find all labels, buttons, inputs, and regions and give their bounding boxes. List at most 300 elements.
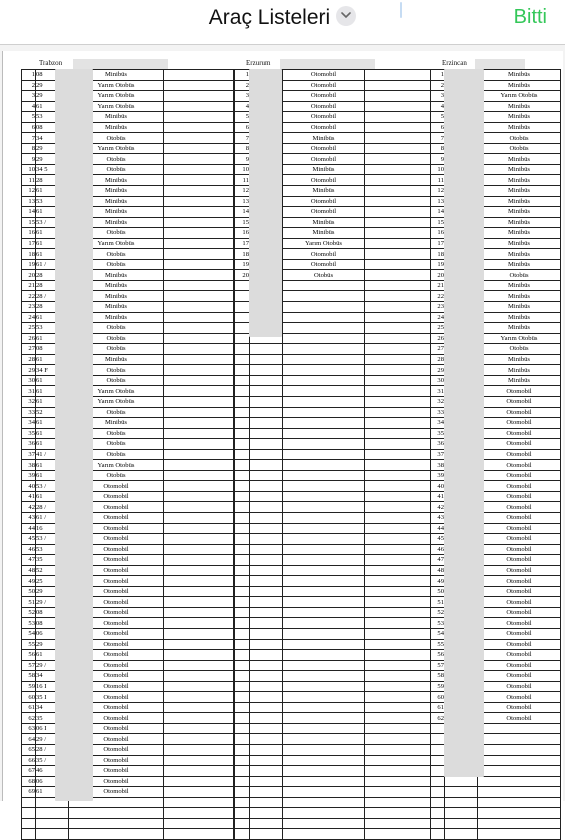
empty-cell <box>164 396 234 407</box>
plate-code: 28 / <box>36 745 69 756</box>
row-number: 3 <box>431 91 445 102</box>
row-number <box>235 555 250 566</box>
row-number: 44 <box>22 523 36 534</box>
empty-cell <box>365 312 431 323</box>
plate-code <box>250 555 283 566</box>
empty-cell <box>365 291 431 302</box>
vehicle-type <box>283 702 365 713</box>
row-number: 25 <box>22 323 36 334</box>
plate-code <box>250 386 283 397</box>
empty-cell <box>164 217 234 228</box>
row-number: 33 <box>431 407 445 418</box>
vehicle-type <box>283 418 365 429</box>
plate-code: 46 <box>36 766 69 777</box>
vehicle-type: Otomobil <box>69 512 164 523</box>
plate-code: 61 <box>36 186 69 197</box>
row-number <box>431 776 445 787</box>
row-number <box>235 745 250 756</box>
vehicle-type: Otomobil <box>69 523 164 534</box>
table-row <box>431 787 561 798</box>
empty-cell <box>365 386 431 397</box>
plate-code <box>250 439 283 450</box>
row-number: 35 <box>22 428 36 439</box>
vehicle-type: Otomobil <box>69 745 164 756</box>
table-row <box>22 660 234 671</box>
row-number: 63 <box>22 723 36 734</box>
document-viewer[interactable] <box>0 44 565 801</box>
plate-code: 41 / <box>36 449 69 460</box>
row-number <box>431 723 445 734</box>
vehicle-type <box>283 280 365 291</box>
row-number: 62 <box>22 713 36 724</box>
vehicle-type <box>283 512 365 523</box>
row-number: 12 <box>22 186 36 197</box>
vehicle-type: Otomobil <box>478 681 561 692</box>
vehicle-type: Otomobil <box>69 502 164 513</box>
vehicle-type <box>283 776 365 787</box>
empty-cell <box>365 439 431 450</box>
vehicle-type <box>283 365 365 376</box>
empty-cell <box>164 439 234 450</box>
row-number <box>235 344 250 355</box>
table-row <box>22 534 234 545</box>
plate-code <box>250 449 283 460</box>
row-number: 23 <box>431 302 445 313</box>
table-row <box>235 681 431 692</box>
row-number <box>431 766 445 777</box>
plate-code <box>250 776 283 787</box>
vehicle-type: Otomobil <box>283 259 365 270</box>
row-number: 47 <box>431 555 445 566</box>
page-title[interactable] <box>0 6 565 30</box>
vehicle-type <box>283 428 365 439</box>
vehicle-type: Minibüs <box>283 164 365 175</box>
vehicle-type: Otobüs <box>69 164 164 175</box>
vehicle-type: Minibüs <box>478 175 561 186</box>
row-number: 7 <box>22 133 36 144</box>
vehicle-type: Yarım Otobüs <box>69 238 164 249</box>
vehicle-type: Otomobil <box>69 491 164 502</box>
row-number: 53 <box>431 618 445 629</box>
row-number: 4 <box>22 101 36 112</box>
row-number: 36 <box>22 439 36 450</box>
vehicle-type: Yarım Otobüs <box>69 396 164 407</box>
row-number: 1 <box>235 70 250 81</box>
table-row <box>22 175 234 186</box>
vehicle-type: Otobüs <box>69 365 164 376</box>
vehicle-type: Yarım Otobüs <box>69 460 164 471</box>
row-number <box>235 418 250 429</box>
table-row <box>22 143 234 154</box>
vehicle-type: Otomobil <box>69 650 164 661</box>
row-number <box>235 650 250 661</box>
vehicle-type: Otomobil <box>283 70 365 81</box>
vehicle-type: Otomobil <box>478 555 561 566</box>
city-header-erzurum: Erzurum <box>246 59 271 67</box>
row-number <box>235 660 250 671</box>
table-row <box>22 671 234 682</box>
vehicle-type: Otomobil <box>69 607 164 618</box>
plate-code: 61 / <box>36 259 69 270</box>
table-row <box>235 692 431 703</box>
empty-cell <box>164 660 234 671</box>
row-number <box>22 829 36 840</box>
table-row <box>235 650 431 661</box>
vehicle-type: Yarım Otobüs <box>478 91 561 102</box>
empty-cell <box>164 291 234 302</box>
table-row <box>22 154 234 165</box>
empty-cell <box>164 681 234 692</box>
row-number: 17 <box>22 238 36 249</box>
row-number <box>235 470 250 481</box>
vehicle-type: Yarım Otobüs <box>69 386 164 397</box>
vehicle-type <box>283 639 365 650</box>
table-row <box>22 481 234 492</box>
vehicle-type <box>478 766 561 777</box>
row-number: 17 <box>431 238 445 249</box>
row-number: 33 <box>22 407 36 418</box>
table-row <box>235 354 431 365</box>
empty-cell <box>164 586 234 597</box>
vehicle-type: Minibüs <box>69 217 164 228</box>
vehicle-type <box>283 312 365 323</box>
row-number: 18 <box>431 249 445 260</box>
vehicle-type: Minibüs <box>69 122 164 133</box>
plate-code: 28 / <box>36 502 69 513</box>
vehicle-type: Minibüs <box>69 70 164 81</box>
plate-code <box>250 713 283 724</box>
empty-cell <box>365 344 431 355</box>
row-number: 18 <box>235 249 250 260</box>
row-number: 45 <box>22 534 36 545</box>
row-number <box>22 818 36 829</box>
vehicle-type: Minibüs <box>478 354 561 365</box>
empty-cell <box>365 586 431 597</box>
vehicle-type: Otomobil <box>69 534 164 545</box>
vehicle-type: Minibüs <box>69 302 164 313</box>
plate-code <box>445 797 478 808</box>
table-row <box>22 365 234 376</box>
row-number <box>235 818 250 829</box>
table-row <box>22 755 234 766</box>
row-number: 32 <box>22 396 36 407</box>
plate-code: 61 <box>36 650 69 661</box>
row-number: 40 <box>22 481 36 492</box>
table-row <box>22 776 234 787</box>
plate-code <box>250 639 283 650</box>
vehicle-type <box>283 470 365 481</box>
row-number: 51 <box>431 597 445 608</box>
table-row <box>22 681 234 692</box>
vehicle-type: Minibüs <box>478 101 561 112</box>
plate-code: 61 <box>36 354 69 365</box>
row-number: 59 <box>431 681 445 692</box>
vehicle-type: Minibüs <box>69 418 164 429</box>
table-row <box>235 618 431 629</box>
table-row <box>22 512 234 523</box>
empty-cell <box>164 154 234 165</box>
row-number: 40 <box>431 481 445 492</box>
empty-cell <box>164 428 234 439</box>
vehicle-type: Otomobil <box>478 702 561 713</box>
plate-code <box>250 797 283 808</box>
plate-code <box>250 460 283 471</box>
table-row <box>22 91 234 102</box>
plate-code <box>250 544 283 555</box>
plate-code: 35 <box>36 555 69 566</box>
row-number: 55 <box>431 639 445 650</box>
plate-code: 53 / <box>36 534 69 545</box>
vehicle-type <box>283 449 365 460</box>
row-number <box>235 386 250 397</box>
vehicle-type <box>283 523 365 534</box>
empty-cell <box>365 228 431 239</box>
plate-code <box>36 808 69 819</box>
empty-cell <box>365 829 431 840</box>
vehicle-type: Otobüs <box>283 270 365 281</box>
row-number: 35 <box>431 428 445 439</box>
empty-cell <box>365 154 431 165</box>
row-number: 2 <box>22 80 36 91</box>
row-number <box>235 702 250 713</box>
row-number: 6 <box>22 122 36 133</box>
vehicle-type <box>283 386 365 397</box>
table-row <box>22 323 234 334</box>
plate-code <box>250 650 283 661</box>
empty-cell <box>164 544 234 555</box>
empty-cell <box>164 470 234 481</box>
vehicle-type: Minibüs <box>478 365 561 376</box>
vehicle-type: Minibüs <box>478 280 561 291</box>
row-number <box>235 734 250 745</box>
table-row <box>235 365 431 376</box>
row-number: 1 <box>22 70 36 81</box>
table-row <box>235 713 431 724</box>
plate-code: 16 <box>36 523 69 534</box>
plate-code: 61 <box>36 228 69 239</box>
table-row <box>22 80 234 91</box>
empty-cell <box>164 671 234 682</box>
row-number <box>431 734 445 745</box>
row-number: 25 <box>431 323 445 334</box>
table-row <box>235 470 431 481</box>
empty-cell <box>164 143 234 154</box>
plate-code: 61 <box>36 428 69 439</box>
vehicle-type <box>283 576 365 587</box>
table-row <box>235 565 431 576</box>
empty-cell <box>365 639 431 650</box>
plate-code <box>250 628 283 639</box>
vehicle-type: Otomobil <box>478 460 561 471</box>
table-row <box>22 291 234 302</box>
vehicle-type: Otomobil <box>283 112 365 123</box>
row-number: 9 <box>235 154 250 165</box>
plate-code <box>250 681 283 692</box>
vehicle-type: Otomobil <box>69 671 164 682</box>
plate-code <box>250 818 283 829</box>
row-number <box>235 713 250 724</box>
empty-cell <box>164 302 234 313</box>
vehicle-type: Minibüs <box>478 207 561 218</box>
row-number: 45 <box>431 534 445 545</box>
row-number <box>235 776 250 787</box>
vehicle-type: Otomobil <box>478 481 561 492</box>
table-row <box>22 439 234 450</box>
row-number: 44 <box>431 523 445 534</box>
vehicle-type: Otomobil <box>69 544 164 555</box>
row-number: 24 <box>22 312 36 323</box>
row-number: 37 <box>431 449 445 460</box>
redacted-header <box>475 59 525 69</box>
row-number: 39 <box>431 470 445 481</box>
table-row <box>235 766 431 777</box>
empty-cell <box>164 196 234 207</box>
plate-code <box>445 818 478 829</box>
row-number <box>22 808 36 819</box>
vehicle-type: Otobüs <box>69 470 164 481</box>
empty-cell <box>164 164 234 175</box>
row-number: 28 <box>22 354 36 365</box>
plate-code: 61 <box>36 249 69 260</box>
row-number <box>235 323 250 334</box>
row-number: 15 <box>235 217 250 228</box>
vehicle-type <box>283 586 365 597</box>
row-number: 34 <box>431 418 445 429</box>
plate-code: 61 <box>36 787 69 798</box>
vehicle-type <box>478 797 561 808</box>
empty-cell <box>164 639 234 650</box>
vehicle-type: Otomobil <box>283 196 365 207</box>
row-number: 22 <box>431 291 445 302</box>
row-number <box>235 512 250 523</box>
table-row <box>22 228 234 239</box>
row-number <box>235 502 250 513</box>
done-button[interactable]: Bitti <box>513 6 547 28</box>
empty-cell <box>365 470 431 481</box>
row-number: 68 <box>22 776 36 787</box>
vehicle-type <box>283 323 365 334</box>
vehicle-type: Otomobil <box>283 175 365 186</box>
plate-code <box>250 534 283 545</box>
empty-cell <box>365 80 431 91</box>
empty-cell <box>365 302 431 313</box>
chevron-down-icon[interactable] <box>336 6 356 26</box>
empty-cell <box>164 122 234 133</box>
vehicle-type <box>283 808 365 819</box>
vehicle-type: Minibüs <box>478 217 561 228</box>
vehicle-type <box>69 818 164 829</box>
empty-cell <box>365 186 431 197</box>
plate-code: 08 <box>36 607 69 618</box>
vehicle-type <box>283 460 365 471</box>
row-number: 69 <box>22 787 36 798</box>
table-row <box>22 829 234 840</box>
row-number <box>235 671 250 682</box>
vehicle-type <box>283 502 365 513</box>
plate-code <box>445 829 478 840</box>
vehicle-type: Otomobil <box>283 101 365 112</box>
vehicle-type: Otobüs <box>478 133 561 144</box>
empty-cell <box>164 713 234 724</box>
vehicle-type: Otomobil <box>478 396 561 407</box>
table-row <box>22 639 234 650</box>
empty-cell <box>365 713 431 724</box>
row-number: 21 <box>22 280 36 291</box>
row-number <box>235 797 250 808</box>
row-number <box>235 280 250 291</box>
vehicle-type: Otomobil <box>478 449 561 460</box>
vehicle-type <box>69 808 164 819</box>
plate-code: 28 <box>36 302 69 313</box>
table-row <box>235 671 431 682</box>
plate-code: 61 <box>36 418 69 429</box>
navigation-bar <box>0 0 565 44</box>
vehicle-type <box>478 808 561 819</box>
empty-cell <box>164 723 234 734</box>
row-number: 20 <box>431 270 445 281</box>
table-row <box>235 586 431 597</box>
plate-code <box>250 745 283 756</box>
vehicle-type <box>478 723 561 734</box>
row-number: 23 <box>22 302 36 313</box>
vehicle-type <box>283 628 365 639</box>
row-number <box>235 565 250 576</box>
vehicle-type <box>283 375 365 386</box>
vehicle-type <box>283 734 365 745</box>
redacted-plate-column <box>55 69 93 801</box>
row-number: 38 <box>431 460 445 471</box>
vehicle-type: Otomobil <box>478 671 561 682</box>
empty-cell <box>365 734 431 745</box>
plate-code: 34 <box>36 671 69 682</box>
empty-cell <box>164 333 234 344</box>
table-row <box>22 270 234 281</box>
row-number: 11 <box>431 175 445 186</box>
empty-cell <box>365 333 431 344</box>
row-number: 61 <box>431 702 445 713</box>
vehicle-type: Otomobil <box>69 586 164 597</box>
table-row <box>22 396 234 407</box>
row-number: 42 <box>431 502 445 513</box>
vehicle-type: Otobüs <box>69 333 164 344</box>
table-row <box>235 776 431 787</box>
vehicle-type: Otomobil <box>69 597 164 608</box>
plate-code <box>250 766 283 777</box>
row-number: 36 <box>431 439 445 450</box>
plate-code: 29 / <box>36 734 69 745</box>
vehicle-type: Otomobil <box>283 91 365 102</box>
vehicle-type: Minibüs <box>478 291 561 302</box>
plate-code: 29 <box>36 143 69 154</box>
row-number: 31 <box>431 386 445 397</box>
table-row <box>235 755 431 766</box>
empty-cell <box>164 418 234 429</box>
empty-cell <box>164 555 234 566</box>
plate-code: 61 <box>36 207 69 218</box>
vehicle-type: Minibüs <box>478 312 561 323</box>
empty-cell <box>365 164 431 175</box>
row-number: 5 <box>235 112 250 123</box>
empty-cell <box>164 375 234 386</box>
vehicle-type: Minibüs <box>478 112 561 123</box>
row-number: 10 <box>22 164 36 175</box>
plate-code <box>250 618 283 629</box>
vehicle-type: Otomobil <box>478 692 561 703</box>
plate-code <box>250 407 283 418</box>
table-row <box>22 723 234 734</box>
row-number <box>235 491 250 502</box>
vehicle-type: Otomobil <box>478 618 561 629</box>
